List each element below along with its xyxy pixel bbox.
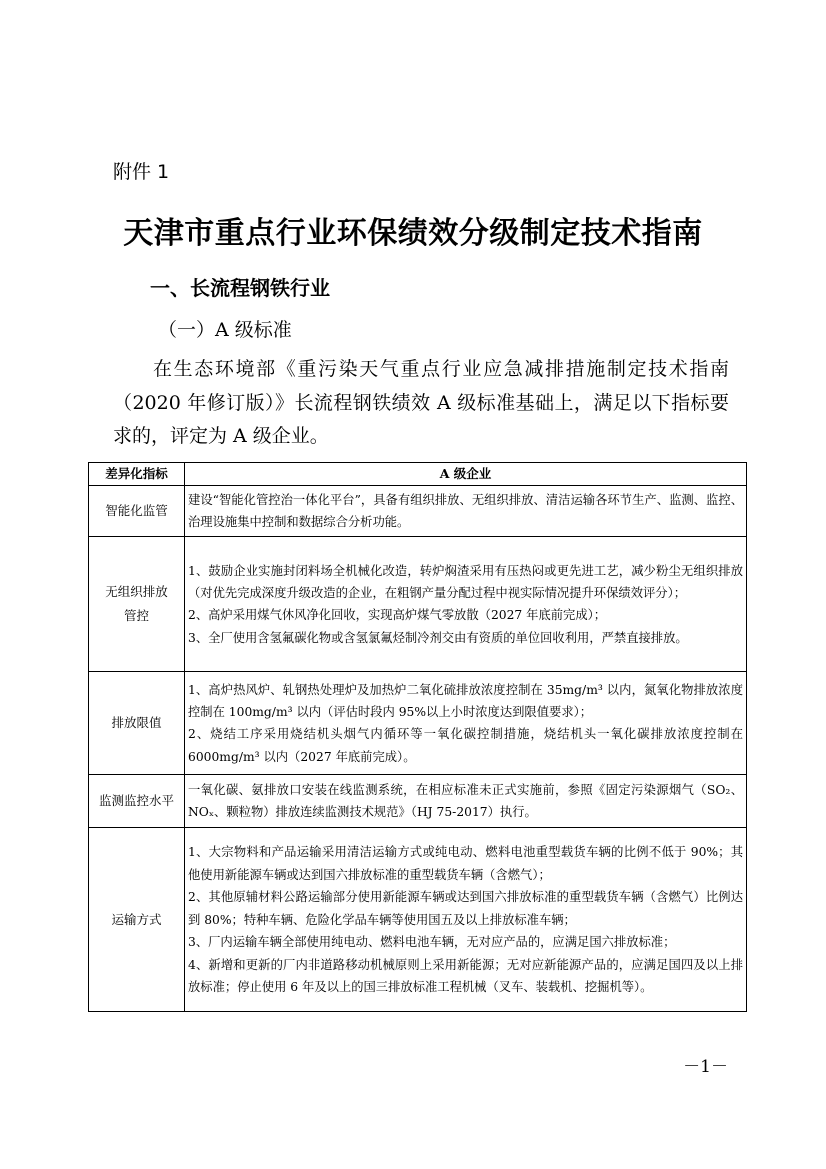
row-content xyxy=(185,775,747,828)
row-category: 监测监控水平 xyxy=(89,775,185,828)
content-line: 1、鼓励企业实施封闭料场全机械化改造，转炉焖渣采用有压热闷或更先进工艺，减少粉尘无组织排放（对优先完成深度升级改造的企业，在粗钢产量分配过程中视实际情况提升环保绩效评分）； xyxy=(188,563,743,600)
content-line: 3、全厂使用含氢氟碳化物或含氢氯氟烃制冷剂交由有资质的单位回收利用，严禁直接排放。 xyxy=(188,630,688,645)
criteria-table xyxy=(88,462,747,1012)
content-line: 3、厂内运输车辆全部使用纯电动、燃料电池车辆，无对应产品的，应满足国六排放标准； xyxy=(188,935,676,950)
row-content xyxy=(185,486,747,537)
attachment-label: 附件 1 xyxy=(113,161,170,183)
content-line: 4、新增和更新的厂内非道路移动机械原则上采用新能源；无对应新能源产品的，应满足国四及以上排放标准；停止使用 6 年及以上的国三排放标准工程机械（叉车、装载机、挖掘机等）。 xyxy=(188,957,743,994)
header-indicator: 差异化指标 xyxy=(89,463,185,486)
row-category: 运输方式 xyxy=(89,828,185,1012)
table-row xyxy=(89,537,747,672)
table-row xyxy=(89,775,747,828)
subsection-heading: （一）A 级标准 xyxy=(158,319,292,341)
row-content xyxy=(185,828,747,1012)
table-header-row xyxy=(89,463,747,486)
content-line: 一氧化碳、氨排放口安装在线监测系统，在相应标准未正式实施前，参照《固定污染源烟气（SO₂、NOₓ、颗粒物）排放连续监测技术规范》（HJ 75-2017）执行。 xyxy=(188,783,743,820)
row-category: 排放限值 xyxy=(89,672,185,775)
row-content xyxy=(185,537,747,672)
table-row xyxy=(89,828,747,1012)
row-content xyxy=(185,672,747,775)
content-line: 1、大宗物料和产品运输采用清洁运输方式或纯电动、燃料电池重型载货车辆的比例不低于 90%；其他使用新能源车辆或达到国六排放标准的重型载货车辆（含燃气）； xyxy=(188,845,743,882)
content-line: 建设“智能化管控治一体化平台”，具备有组织排放、无组织排放、清洁运输各环节生产、监测、监控、治理设施集中控制和数据综合分析功能。 xyxy=(188,493,743,530)
content-line: 2、烧结工序采用烧结机头烟气内循环等一氧化碳控制措施，烧结机头一氧化碳排放浓度控制在 6000mg/m³ 以内（2027 年底前完成）。 xyxy=(188,727,743,764)
intro-paragraph: 在生态环境部《重污染天气重点行业应急减排措施制定技术指南（2020 年修订版）》长流程钢铁绩效 A 级标准基础上，满足以下指标要求的，评定为 A 级企业。 xyxy=(113,358,729,447)
table-row xyxy=(89,486,747,537)
table-row xyxy=(89,672,747,775)
row-category: 无组织排放管控 xyxy=(89,537,185,672)
content-line: 2、高炉采用煤气休风净化回收，实现高炉煤气零放散（2027 年底前完成）； xyxy=(188,608,607,623)
row-category: 智能化监管 xyxy=(89,486,185,537)
section-heading: 一、长流程钢铁行业 xyxy=(150,276,330,300)
page-number: －1－ xyxy=(683,1057,728,1077)
content-line: 2、其他原辅材料公路运输部分使用新能源车辆或达到国六排放标准的重型载货车辆（含燃气）比例达到 80%；特种车辆、危险化学品车辆等使用国五及以上排放标准车辆； xyxy=(188,890,743,927)
document-title: 天津市重点行业环保绩效分级制定技术指南 xyxy=(123,216,703,251)
content-line: 1、高炉热风炉、轧钢热处理炉及加热炉二氧化硫排放浓度控制在 35mg/m³ 以内，氮氧化物排放浓度控制在 100mg/m³ 以内（评估时段内 95%以上小时浓度达到限值要求）； xyxy=(188,682,743,719)
header-grade-a: A 级企业 xyxy=(185,463,747,486)
